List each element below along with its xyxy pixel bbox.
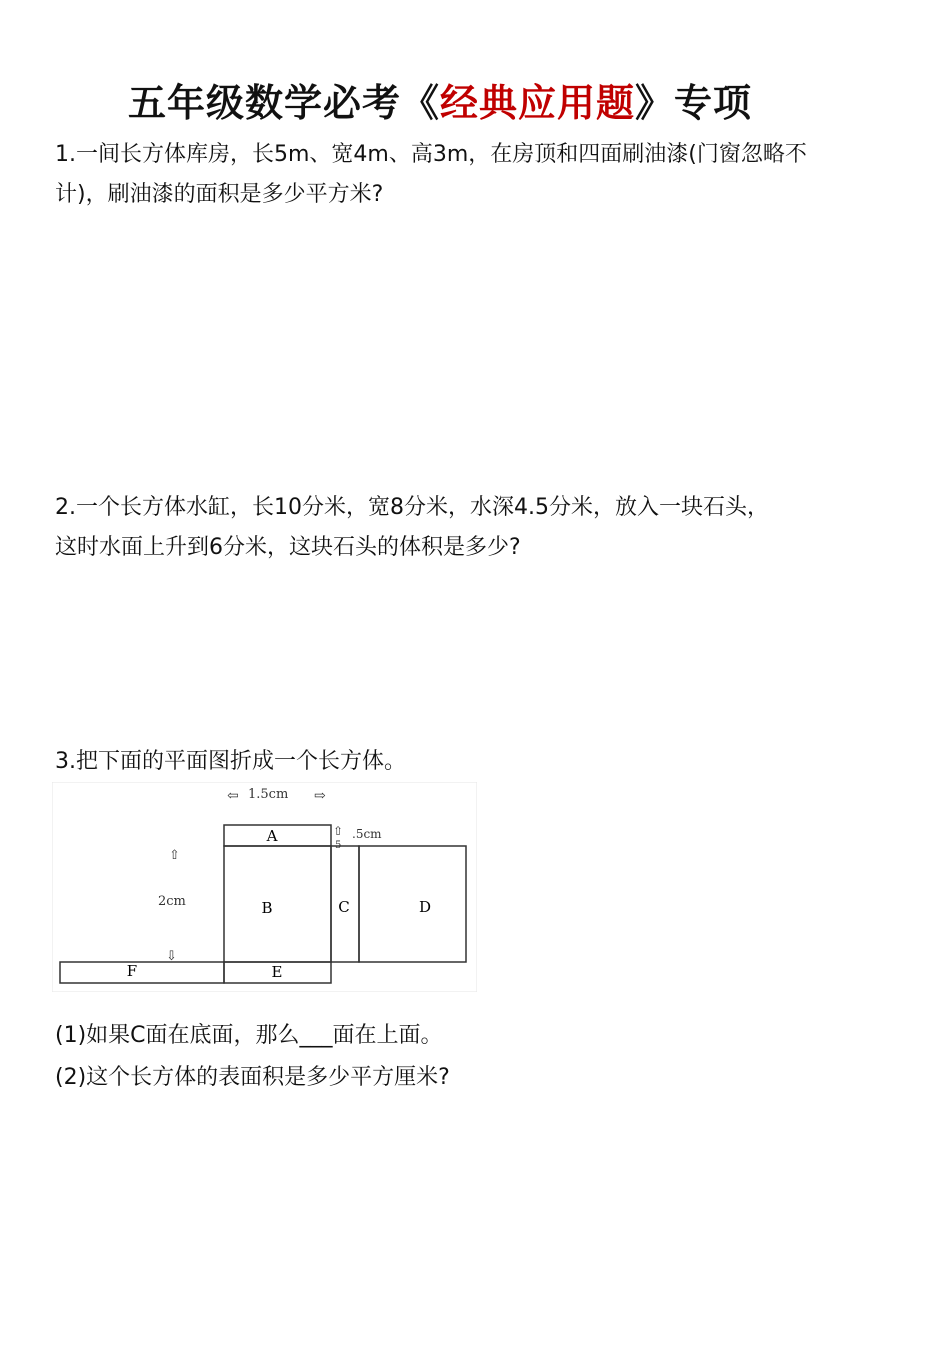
small-dimension-digit: 5 — [335, 840, 342, 851]
small-dimension-label: .5cm — [352, 827, 382, 841]
double-left-arrow-icon: ⇦ — [227, 788, 239, 804]
height-down-arrow-icon: ⇩ — [166, 949, 177, 964]
question-1-line-1: 1.一间长方体库房，长5m、宽4m、高3m，在房顶和四面刷油漆(门窗忽略不 — [55, 142, 807, 167]
face-label-a: A — [266, 827, 278, 845]
sub-1-before: (1)如果C面在底面，那么 — [55, 1023, 300, 1048]
net-diagram — [52, 782, 477, 992]
face-label-f: F — [126, 962, 138, 980]
question-2-line-1: 2.一个长方体水缸，长10分米，宽8分米，水深4.5分米，放入一块石头， — [55, 495, 769, 520]
net-diagram-svg — [52, 782, 477, 992]
page-title — [128, 72, 752, 127]
question-2 — [55, 488, 905, 568]
face-label-c: C — [338, 898, 350, 916]
question-1 — [55, 135, 905, 215]
face-label-d: D — [418, 898, 432, 916]
diagram-frame — [52, 782, 477, 992]
double-up-arrow-icon: ⇧ — [333, 824, 344, 838]
double-right-arrow-icon: ⇨ — [314, 788, 326, 804]
question-3-line-1: 3.把下面的平面图折成一个长方体。 — [55, 749, 406, 774]
face-label-b: B — [261, 899, 273, 917]
question-3-sub-1 — [55, 1018, 443, 1049]
question-2-line-2: 这时水面上升到6分米，这块石头的体积是多少? — [55, 535, 521, 560]
height-up-arrow-icon: ⇧ — [169, 848, 180, 863]
question-3-sub-2: (2)这个长方体的表面积是多少平方厘米? — [55, 1065, 450, 1090]
question-3 — [55, 742, 905, 782]
height-dimension-label: 2cm — [158, 894, 186, 909]
title-prefix: 五年级数学必考《 — [128, 81, 441, 125]
question-1-line-2: 计)，刷油漆的面积是多少平方米? — [55, 182, 384, 207]
title-suffix: 》专项 — [635, 81, 753, 125]
title-highlight: 经典应用题 — [440, 81, 636, 125]
answer-blank: ___ — [299, 1023, 333, 1048]
width-dimension-label: 1.5cm — [248, 787, 289, 802]
face-label-e: E — [271, 963, 283, 981]
sub-1-after: 面在上面。 — [332, 1023, 443, 1048]
